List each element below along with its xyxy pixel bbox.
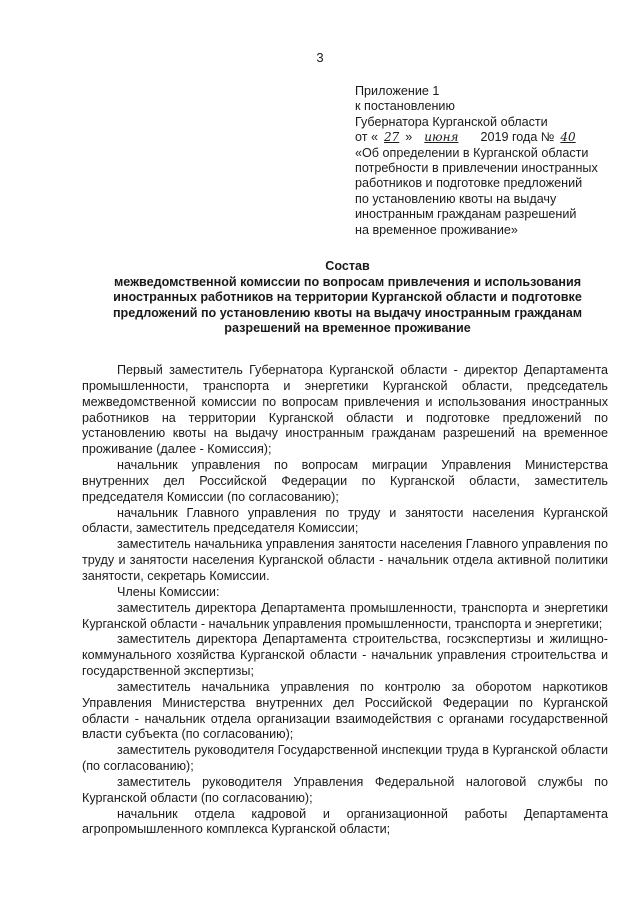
member-paragraph: заместитель руководителя Управления Федеральной налоговой службы по Курганской области (по согласованию); — [82, 774, 608, 805]
date-month-handwritten: июня — [424, 130, 459, 145]
member-paragraph: Первый заместитель Губернатора Курганской области - директор Департамента промышленности, транспорта и энергетики Курганской области, председатель межведомственной комиссии по вопросам привлечения и использования иностранных работников на территории Курганской области и подготовке предложений по установлению квоты на выдачу иностранным гражданам разрешений на временное проживание (далее - Комиссия); — [82, 363, 608, 457]
member-paragraph: начальник отдела кадровой и организационной работы Департамента агропромышленного комплекса Курганской области; — [82, 806, 608, 837]
member-paragraph: заместитель начальника управления по контролю за оборотом наркотиков Управления Министерства внутренних дел Российской Федерации по Курганской области - начальник отдела организации взаимодействия с органами государственной власти субъекта (по согласованию); — [82, 679, 608, 742]
document-heading — [95, 259, 600, 337]
members-heading: Члены Комиссии: — [117, 584, 220, 599]
date-suffix: 2019 года № — [480, 130, 555, 145]
date-mid: » — [405, 130, 413, 145]
member-paragraph: заместитель руководителя Государственной инспекции труда в Курганской области (по согласованию); — [82, 743, 608, 774]
doc-number-handwritten: 40 — [560, 130, 576, 145]
member-paragraph: заместитель директора Департамента промышленности, транспорта и энергетики Курганской области - начальник управления промышленности, транспорта и энергетики; — [82, 600, 608, 631]
member-paragraph: заместитель директора Департамента строительства, госэкспертизы и жилищно-коммунального хозяйства Курганской области - начальник управления строительства и государственной экспертизы; — [82, 632, 608, 679]
date-day-handwritten: 27 — [384, 130, 400, 145]
member-paragraph: начальник Главного управления по труду и занятости населения Курганской области, заместитель председателя Комиссии; — [82, 505, 608, 536]
appendix-ref: к постановлению — [355, 99, 455, 114]
appendix-title: Приложение 1 — [355, 84, 440, 98]
appendix-subject-line: по установлению квоты на выдачу — [355, 191, 557, 206]
appendix-subject-line: «Об определении в Курганской области — [355, 145, 589, 160]
heading-title: Состав — [325, 259, 370, 273]
date-prefix: от « — [355, 130, 378, 145]
appendix-subject-line: потребности в привлечении иностранных — [355, 161, 598, 176]
commission-composition-list — [82, 363, 608, 838]
appendix-header — [355, 84, 625, 238]
appendix-date-line — [355, 130, 625, 145]
member-paragraph: начальник управления по вопросам миграции Управления Министерства внутренних дел Российской Федерации по Курганской области, заместитель председателя Комиссии (по согласованию); — [82, 458, 608, 504]
appendix-subject-line: работников и подготовке предложений — [355, 176, 583, 191]
page-number: 3 — [316, 50, 324, 65]
heading-subtitle: межведомственной комиссии по вопросам привлечения и использования иностранных работников на территории Курганской области и подготовке предложений по установлению квоты на выдачу иностранным гражданам разрешений на временное проживание — [112, 274, 583, 335]
appendix-subject-line: иностранным гражданам разрешений — [355, 207, 577, 222]
member-paragraph: заместитель начальника управления занятости населения Главного управления по труду и занятости населения Курганской области - начальник отдела активной политики занятости, секретарь Комиссии. — [82, 537, 608, 583]
appendix-subject-line: на временное проживание» — [355, 222, 518, 237]
appendix-issuer: Губернатора Курганской области — [355, 114, 548, 129]
